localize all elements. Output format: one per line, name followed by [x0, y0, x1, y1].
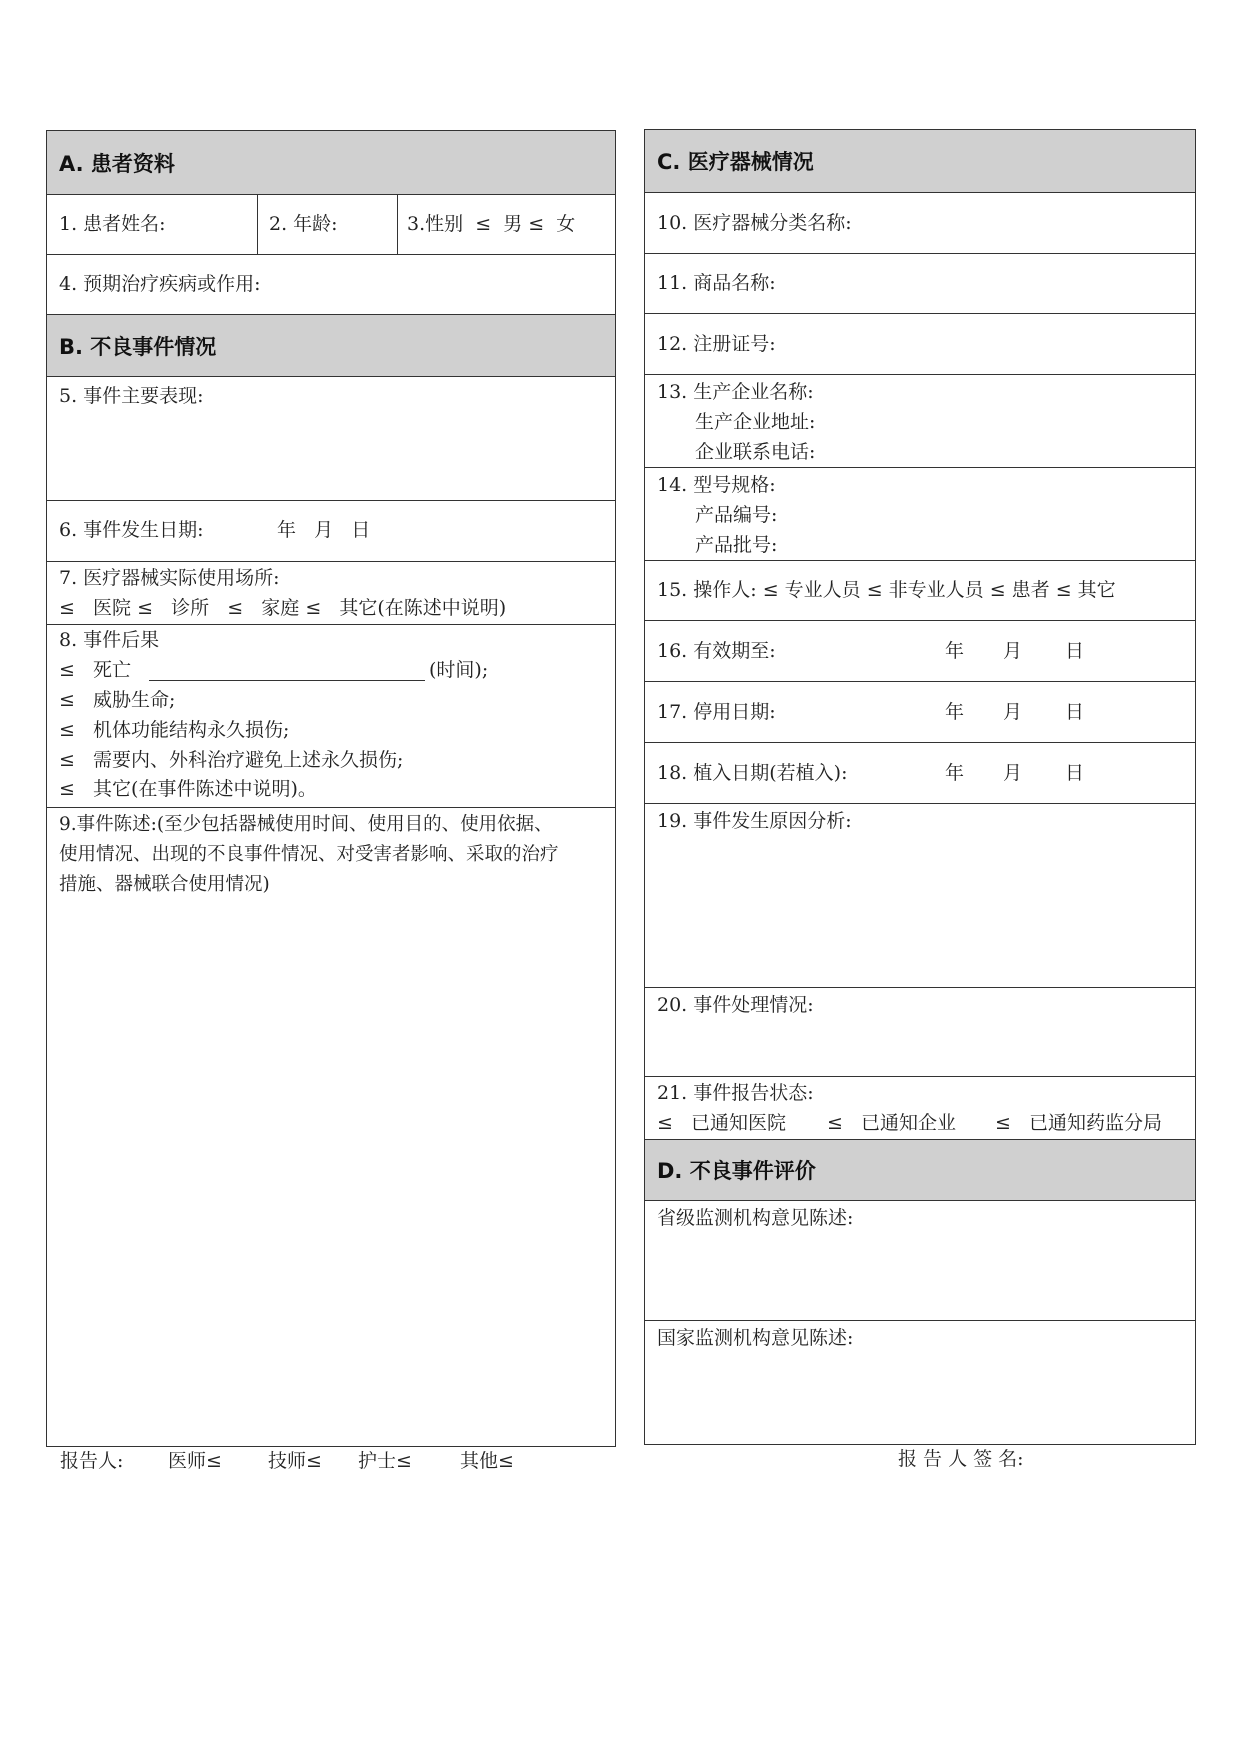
notified-hospital-checkbox[interactable]: ≤ 已通知医院 — [657, 1112, 787, 1134]
manifestation-row — [47, 377, 615, 501]
sex-checkboxes[interactable]: 3.性别 ≤ 男 ≤ 女 — [407, 213, 576, 235]
provincial-opinion-row — [645, 1201, 1195, 1321]
consequence-row — [47, 625, 615, 808]
section-c-title: C. 医疗器械情况 — [657, 150, 814, 174]
month-unit: 月 — [1003, 640, 1023, 662]
stop-date-row — [645, 682, 1195, 743]
narrative-line: 9.事件陈述:(至少包括器械使用时间、使用目的、使用依据、 — [59, 814, 553, 835]
reporter-other-checkbox[interactable]: 其他≤ — [460, 1450, 514, 1472]
provincial-opinion-field[interactable]: 省级监测机构意见陈述: — [657, 1207, 854, 1229]
death-time-line[interactable] — [149, 680, 425, 681]
day-unit: 日 — [1065, 701, 1085, 723]
section-d-header — [645, 1140, 1195, 1201]
operator-row — [645, 561, 1195, 621]
product-number-field[interactable]: 产品编号: — [695, 504, 778, 526]
reporter-signature-field[interactable]: 报 告 人 签 名: — [898, 1448, 1024, 1470]
registration-row — [645, 314, 1195, 375]
patient-basic-row — [47, 195, 615, 255]
reporter-doctor-checkbox[interactable]: 医师≤ — [168, 1450, 222, 1472]
model-row — [645, 468, 1195, 561]
registration-field[interactable]: 12. 注册证号: — [657, 333, 776, 355]
stop-date-field[interactable]: 17. 停用日期: — [657, 701, 776, 723]
divider — [257, 195, 258, 254]
day-unit: 日 — [1065, 762, 1085, 784]
manifestation-field[interactable]: 5. 事件主要表现: — [59, 385, 204, 407]
section-a-header — [47, 131, 615, 195]
age-field[interactable]: 2. 年龄: — [269, 213, 338, 235]
month-unit: 月 — [1003, 762, 1023, 784]
expiry-row — [645, 621, 1195, 682]
event-date-units: 年 月 日 — [277, 519, 371, 541]
disease-field[interactable]: 4. 预期治疗疾病或作用: — [59, 273, 261, 295]
notified-fda-checkbox[interactable]: ≤ 已通知药监分局 — [995, 1112, 1163, 1134]
place-checkboxes[interactable]: ≤ 医院 ≤ 诊所 ≤ 家庭 ≤ 其它(在陈述中说明) — [59, 597, 507, 619]
place-label: 7. 医疗器械实际使用场所: — [59, 567, 280, 589]
national-opinion-field[interactable]: 国家监测机构意见陈述: — [657, 1327, 854, 1349]
handling-row — [645, 988, 1195, 1077]
consequence-label: 8. 事件后果 — [59, 629, 160, 651]
classification-row — [645, 193, 1195, 254]
narrative-line: 措施、器械联合使用情况) — [59, 874, 270, 895]
classification-field[interactable]: 10. 医疗器械分类名称: — [657, 212, 852, 234]
place-row — [47, 562, 615, 625]
disease-row — [47, 255, 615, 315]
consequence-option[interactable]: ≤ 需要内、外科治疗避免上述永久损伤; — [59, 749, 404, 771]
day-unit: 日 — [1065, 640, 1085, 662]
event-date-row — [47, 501, 615, 562]
implant-date-row — [645, 743, 1195, 804]
patient-name-field[interactable]: 1. 患者姓名: — [59, 213, 166, 235]
narrative-line: 使用情况、出现的不良事件情况、对受害者影响、采取的治疗 — [59, 844, 559, 865]
implant-date-field[interactable]: 18. 植入日期(若植入): — [657, 762, 848, 784]
section-c-header — [645, 130, 1195, 193]
year-unit: 年 — [945, 762, 965, 784]
report-status-label: 21. 事件报告状态: — [657, 1082, 814, 1104]
model-spec-field[interactable]: 14. 型号规格: — [657, 474, 776, 496]
section-b-title: B. 不良事件情况 — [59, 334, 217, 359]
divider — [397, 195, 398, 254]
left-form-panel — [46, 130, 616, 1447]
manufacturer-address-field[interactable]: 生产企业地址: — [695, 411, 816, 433]
reporter-technician-checkbox[interactable]: 技师≤ — [268, 1450, 322, 1472]
death-checkbox[interactable]: ≤ 死亡 — [59, 659, 132, 681]
manufacturer-phone-field[interactable]: 企业联系电话: — [695, 441, 816, 463]
year-unit: 年 — [945, 640, 965, 662]
notified-company-checkbox[interactable]: ≤ 已通知企业 — [827, 1112, 957, 1134]
cause-field[interactable]: 19. 事件发生原因分析: — [657, 810, 852, 832]
national-opinion-row — [645, 1321, 1195, 1446]
expiry-field[interactable]: 16. 有效期至: — [657, 640, 776, 662]
manufacturer-name-field[interactable]: 13. 生产企业名称: — [657, 381, 814, 403]
batch-number-field[interactable]: 产品批号: — [695, 534, 778, 556]
report-status-row — [645, 1077, 1195, 1140]
death-time-suffix: (时间); — [429, 659, 489, 681]
section-b-header — [47, 315, 615, 377]
consequence-option[interactable]: ≤ 其它(在事件陈述中说明)。 — [59, 778, 317, 800]
consequence-option[interactable]: ≤ 威胁生命; — [59, 689, 176, 711]
reporter-nurse-checkbox[interactable]: 护士≤ — [358, 1450, 412, 1472]
operator-checkboxes[interactable]: 15. 操作人: ≤ 专业人员 ≤ 非专业人员 ≤ 患者 ≤ 其它 — [657, 579, 1116, 601]
month-unit: 月 — [1003, 701, 1023, 723]
manufacturer-row — [645, 375, 1195, 468]
handling-field[interactable]: 20. 事件处理情况: — [657, 994, 814, 1016]
year-unit: 年 — [945, 701, 965, 723]
right-form-panel — [644, 129, 1196, 1445]
section-a-title: A. 患者资料 — [59, 151, 175, 176]
section-d-title: D. 不良事件评价 — [657, 1159, 816, 1183]
narrative-row — [47, 808, 615, 1448]
product-name-row — [645, 254, 1195, 314]
event-date-field[interactable]: 6. 事件发生日期: — [59, 519, 204, 541]
product-name-field[interactable]: 11. 商品名称: — [657, 272, 776, 294]
cause-row — [645, 804, 1195, 988]
consequence-option[interactable]: ≤ 机体功能结构永久损伤; — [59, 719, 290, 741]
reporter-label: 报告人: — [60, 1450, 124, 1472]
